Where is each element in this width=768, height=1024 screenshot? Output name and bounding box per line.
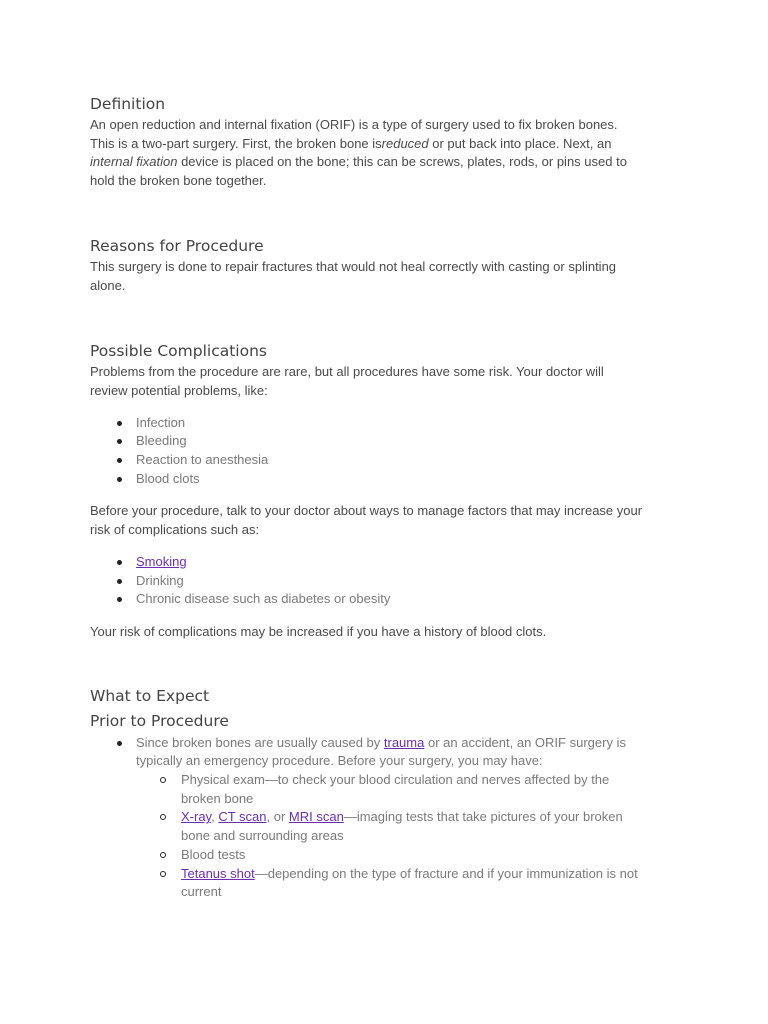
reasons-heading: Reasons for Procedure <box>90 236 264 255</box>
risk-note: Your risk of complications may be increased if you have a history of blood clots. <box>90 623 547 639</box>
definition-line: This is a two-part surgery. First, the broken bone isreduced or put back into place. Next, an <box>90 135 612 151</box>
list-item: Bleeding <box>90 432 690 451</box>
reasons-paragraph <box>90 258 690 295</box>
ct-scan-link[interactable]: CT scan <box>218 809 267 825</box>
mri-scan-link[interactable]: MRI scan <box>288 809 344 825</box>
sublist-item: Tetanus shot—depending on the type of fracture and if your immunization is not current <box>136 865 690 902</box>
trauma-link[interactable]: trauma <box>383 734 425 750</box>
reasons-line: alone. <box>90 277 126 293</box>
complications-intro-line: review potential problems, like: <box>90 382 268 398</box>
sublist-item: Physical exam—to check your blood circulation and nerves affected by the broken bone <box>136 771 690 808</box>
list-item: Chronic disease such as diabetes or obesity <box>90 590 690 609</box>
list-item: Reaction to anesthesia <box>90 451 690 470</box>
definition-line: hold the broken bone together. <box>90 173 267 189</box>
complications-heading: Possible Complications <box>90 342 267 361</box>
risk-factors-line: risk of complications such as: <box>90 522 260 538</box>
risk-factors-list <box>90 553 690 609</box>
sublist-item: Blood tests <box>136 846 690 865</box>
xray-link[interactable]: X-ray <box>181 809 212 825</box>
risk-factors-intro <box>90 502 690 539</box>
prior-list <box>90 734 690 902</box>
definition-line: An open reduction and internal fixation (ORIF) is a type of surgery used to fix broken bones. <box>90 117 618 132</box>
definition-heading: Definition <box>90 95 166 113</box>
complications-intro <box>90 363 690 400</box>
list-item: Drinking <box>90 572 690 591</box>
list-item: Infection <box>90 414 690 433</box>
list-item: Since broken bones are usually caused by trauma or an accident, an ORIF surgery is typically an emergency procedure. Before your surgery, you may have: Physical exam—to check your blood circulation and nerves affected by the broken bone X-ray, CT scan, or MRI scan—imaging tests that take pictures of your broken bone and surrounding areas Blood tests Tetanus shot—depending on the type of fracture and if your immunization is not current <box>90 734 690 902</box>
prior-sublist <box>136 771 690 902</box>
definition-line: internal fixation device is placed on the bone; this can be screws, plates, rods, or pins used to <box>90 154 627 170</box>
smoking-link[interactable]: Smoking <box>136 553 187 569</box>
tetanus-shot-link[interactable]: Tetanus shot <box>181 865 255 881</box>
document-body <box>90 94 690 902</box>
reasons-line: This surgery is done to repair fractures that would not heal correctly with casting or splinting <box>90 258 617 274</box>
expect-heading: What to Expect <box>90 686 210 705</box>
list-item <box>90 553 690 572</box>
definition-paragraph <box>90 116 690 191</box>
risk-factors-line: Before your procedure, talk to your doctor about ways to manage factors that may increase your <box>90 503 643 519</box>
prior-heading: Prior to Procedure <box>90 711 229 730</box>
complications-list <box>90 414 690 489</box>
complications-intro-line: Problems from the procedure are rare, but all procedures have some risk. Your doctor will <box>90 364 604 380</box>
sublist-item: X-ray, CT scan, or MRI scan—imaging tests that take pictures of your broken bone and surrounding areas <box>136 808 690 845</box>
list-item: Blood clots <box>90 470 690 489</box>
